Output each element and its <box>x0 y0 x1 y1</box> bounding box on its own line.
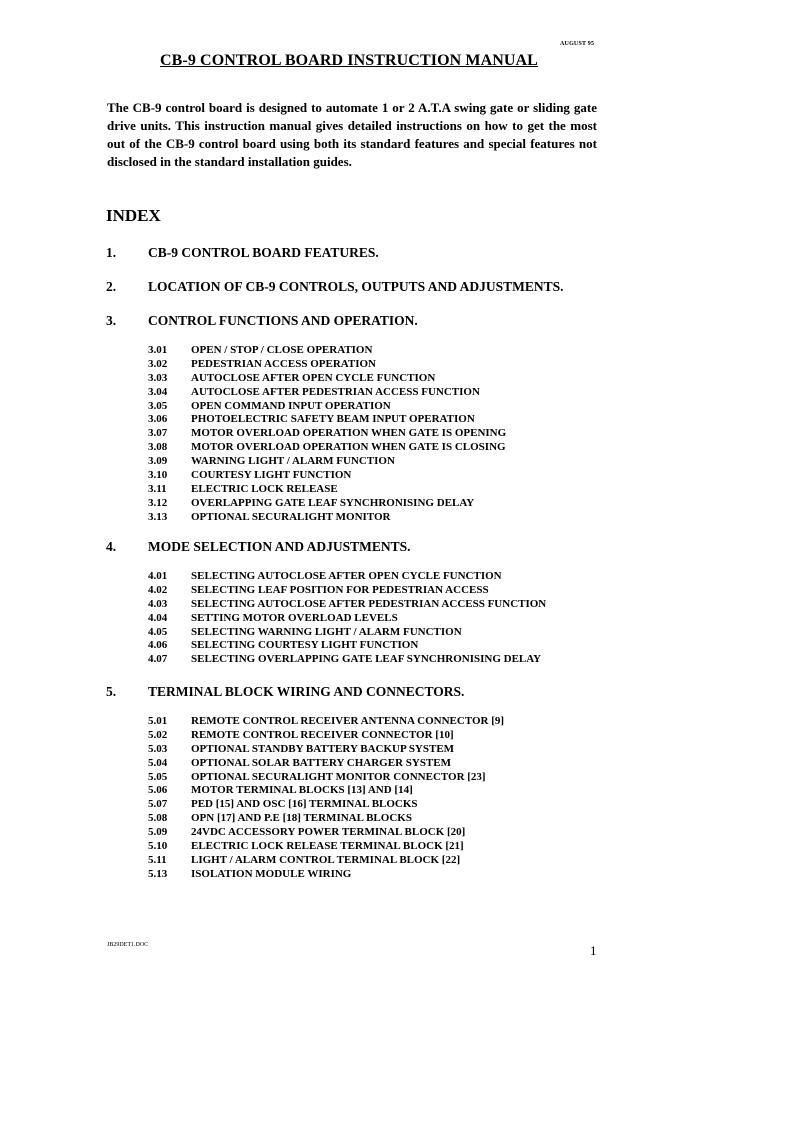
item-text: AUTOCLOSE AFTER PEDESTRIAN ACCESS FUNCTION <box>191 385 480 398</box>
item-text: SELECTING WARNING LIGHT / ALARM FUNCTION <box>191 625 462 638</box>
document-title: CB-9 CONTROL BOARD INSTRUCTION MANUAL <box>160 52 538 69</box>
index-item <box>148 653 546 667</box>
section-title: CB-9 CONTROL BOARD FEATURES. <box>148 245 379 260</box>
section-items <box>148 344 506 525</box>
index-heading: INDEX <box>106 206 161 225</box>
footer-filename: JB29DET1.DOC <box>107 942 149 948</box>
index-item <box>148 358 506 372</box>
item-text: SELECTING OVERLAPPING GATE LEAF SYNCHRONISING DELAY <box>191 653 542 666</box>
index-item <box>148 344 506 358</box>
index-item <box>148 715 504 729</box>
index-item <box>148 639 546 653</box>
item-text: REMOTE CONTROL RECEIVER CONNECTOR [10] <box>191 728 454 741</box>
item-text: SELECTING LEAF POSITION FOR PEDESTRIAN ACCESS <box>191 583 489 596</box>
index-item <box>148 743 504 757</box>
section-heading <box>106 312 506 330</box>
item-number: 4.02 <box>148 583 168 596</box>
index-item <box>148 854 504 868</box>
item-text: MOTOR TERMINAL BLOCKS [13] AND [14] <box>191 784 413 797</box>
item-number: 4.07 <box>148 653 168 666</box>
item-text: AUTOCLOSE AFTER OPEN CYCLE FUNCTION <box>191 371 436 384</box>
item-number: 4.03 <box>148 597 168 610</box>
section-number: 5. <box>106 684 117 699</box>
index-item <box>148 840 504 854</box>
item-number: 5.03 <box>148 742 168 755</box>
item-number: 5.05 <box>148 770 168 783</box>
item-number: 3.12 <box>148 496 168 509</box>
item-number: 5.01 <box>148 715 168 727</box>
index-item <box>148 469 506 483</box>
item-text: REMOTE CONTROL RECEIVER ANTENNA CONNECTOR [9] <box>191 715 505 727</box>
index-item <box>148 386 506 400</box>
item-number: 3.05 <box>148 399 168 412</box>
item-number: 3.02 <box>148 357 168 370</box>
item-number: 3.11 <box>148 482 167 495</box>
page-number: 1 <box>590 943 597 958</box>
item-number: 3.04 <box>148 385 168 398</box>
section-number: 3. <box>106 313 117 328</box>
section-number: 2. <box>106 279 117 294</box>
item-text: COURTESY LIGHT FUNCTION <box>191 469 352 482</box>
section-title: MODE SELECTION AND ADJUSTMENTS. <box>148 539 411 554</box>
item-number: 3.13 <box>148 510 168 523</box>
item-number: 4.06 <box>148 639 168 652</box>
index-item <box>148 812 504 826</box>
index-item <box>148 729 504 743</box>
section-heading <box>106 278 564 296</box>
item-number: 5.13 <box>148 867 168 880</box>
item-number: 5.08 <box>148 812 168 825</box>
index-item <box>148 584 546 598</box>
index-item <box>148 372 506 386</box>
item-text: PHOTOELECTRIC SAFETY BEAM INPUT OPERATION <box>191 413 475 426</box>
document-date: AUGUST 95 <box>560 41 595 47</box>
item-text: OPTIONAL SECURALIGHT MONITOR <box>191 510 391 523</box>
item-text: SELECTING COURTESY LIGHT FUNCTION <box>191 639 419 652</box>
index-section <box>106 683 504 882</box>
index-item <box>148 626 546 640</box>
item-text: OVERLAPPING GATE LEAF SYNCHRONISING DELAY <box>191 496 475 509</box>
index-item <box>148 598 546 612</box>
intro-paragraph: The CB-9 control board is designed to automate 1 or 2 A.T.A swing gate or sliding gate drive units. This instruction manual gives detailed instructions on how to get the most out of the CB-9 control board using both its standard features and special features not disclosed in the standard installation guides. <box>107 100 597 169</box>
index-item <box>148 427 506 441</box>
index-item <box>148 497 506 511</box>
section-title: TERMINAL BLOCK WIRING AND CONNECTORS. <box>148 684 465 699</box>
index-section <box>106 244 379 262</box>
index-item <box>148 771 504 785</box>
index-item <box>148 455 506 469</box>
item-text: OPTIONAL SECURALIGHT MONITOR CONNECTOR [23] <box>191 770 486 783</box>
section-number: 1. <box>106 245 117 260</box>
item-text: OPTIONAL STANDBY BATTERY BACKUP SYSTEM <box>191 742 455 755</box>
section-title: CONTROL FUNCTIONS AND OPERATION. <box>148 313 418 328</box>
index-section <box>106 538 546 667</box>
index-item <box>148 441 506 455</box>
item-text: OPEN COMMAND INPUT OPERATION <box>191 399 391 412</box>
item-text: ELECTRIC LOCK RELEASE TERMINAL BLOCK [21] <box>191 840 464 853</box>
section-items <box>148 570 546 667</box>
item-number: 4.04 <box>148 611 168 624</box>
index-item <box>148 868 504 882</box>
index-item <box>148 483 506 497</box>
item-number: 3.09 <box>148 455 168 468</box>
index-item <box>148 798 504 812</box>
item-text: LIGHT / ALARM CONTROL TERMINAL BLOCK [22] <box>191 853 461 866</box>
item-number: 5.07 <box>148 798 168 811</box>
section-heading <box>106 538 546 556</box>
section-heading <box>106 683 504 701</box>
item-text: SELECTING AUTOCLOSE AFTER PEDESTRIAN ACCESS FUNCTION <box>191 597 547 610</box>
section-title: LOCATION OF CB-9 CONTROLS, OUTPUTS AND ADJUSTMENTS. <box>148 279 564 294</box>
section-heading <box>106 244 379 262</box>
item-number: 3.07 <box>148 427 168 440</box>
index-item <box>148 757 504 771</box>
item-text: PED [15] AND OSC [16] TERMINAL BLOCKS <box>191 798 418 811</box>
item-number: 5.02 <box>148 728 168 741</box>
item-number: 4.01 <box>148 570 168 582</box>
index-item <box>148 511 506 525</box>
item-text: SETTING MOTOR OVERLOAD LEVELS <box>191 611 398 624</box>
item-number: 5.10 <box>148 840 168 853</box>
item-number: 3.06 <box>148 413 168 426</box>
index-section <box>106 278 564 296</box>
item-number: 4.05 <box>148 625 168 638</box>
item-text: ISOLATION MODULE WIRING <box>191 867 352 880</box>
item-text: PEDESTRIAN ACCESS OPERATION <box>191 357 377 370</box>
item-text: WARNING LIGHT / ALARM FUNCTION <box>191 455 395 468</box>
item-number: 5.11 <box>148 853 167 866</box>
index-section <box>106 312 506 525</box>
index-item <box>148 570 546 584</box>
index-item <box>148 826 504 840</box>
item-text: 24VDC ACCESSORY POWER TERMINAL BLOCK [20] <box>191 826 466 839</box>
item-text: MOTOR OVERLOAD OPERATION WHEN GATE IS CLOSING <box>191 441 506 454</box>
item-number: 5.06 <box>148 784 168 797</box>
index-item <box>148 612 546 626</box>
index-item <box>148 400 506 414</box>
item-text: OPN [17] AND P.E [18] TERMINAL BLOCKS <box>191 812 412 825</box>
item-text: SELECTING AUTOCLOSE AFTER OPEN CYCLE FUNCTION <box>191 570 502 582</box>
index-item <box>148 413 506 427</box>
section-number: 4. <box>106 539 117 554</box>
index-item <box>148 784 504 798</box>
section-items <box>148 715 504 882</box>
item-number: 3.01 <box>148 344 168 356</box>
item-text: OPTIONAL SOLAR BATTERY CHARGER SYSTEM <box>191 756 451 769</box>
item-number: 5.04 <box>148 756 168 769</box>
item-number: 3.08 <box>148 441 168 454</box>
item-text: MOTOR OVERLOAD OPERATION WHEN GATE IS OPENING <box>191 427 507 440</box>
item-number: 3.10 <box>148 469 168 482</box>
item-number: 5.09 <box>148 826 168 839</box>
item-number: 3.03 <box>148 371 168 384</box>
item-text: OPEN / STOP / CLOSE OPERATION <box>191 344 373 356</box>
item-text: ELECTRIC LOCK RELEASE <box>191 482 338 495</box>
